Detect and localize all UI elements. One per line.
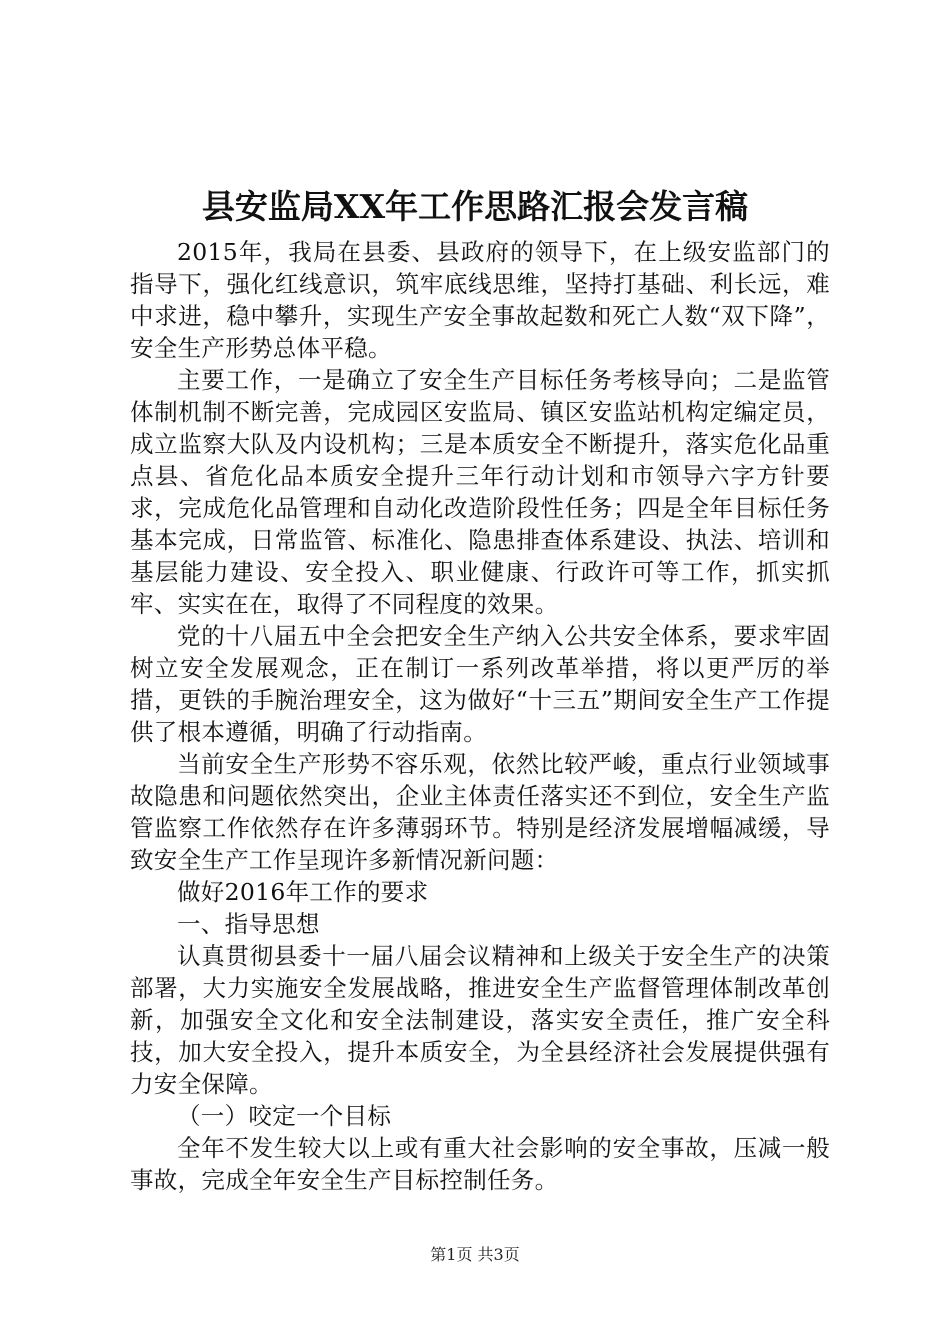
document-body [130, 236, 830, 1196]
page-number-footer: 第1页 共3页 [430, 1245, 520, 1264]
paragraph-fifth-plenum: 党的十八届五中全会把安全生产纳入公共安全体系，要求牢固树立安全发展观念，正在制订一系列改革举措，将以更严厉的举措，更铁的手腕治理安全，这为做好“十三五”期间安全生产工作提供了根本遵循，明确了行动指南。 [130, 622, 830, 746]
paragraph-one-target: 全年不发生较大以上或有重大社会影响的安全事故，压减一般事故，完成全年安全生产目标控制任务。 [130, 1134, 830, 1194]
paragraph-guiding-ideology: 认真贯彻县委十一届八届会议精神和上级关于安全生产的决策部署，大力实施安全发展战略，推进安全生产监督管理体制改革创新，加强安全文化和安全法制建设，落实安全责任，推广安全科技，加大安全投入，提升本质安全，为全县经济社会发展提供强有力安全保障。 [130, 942, 830, 1098]
heading-2016-requirements: 做好2016年工作的要求 [177, 878, 429, 906]
paragraph-main-work: 主要工作，一是确立了安全生产目标任务考核导向；二是监管体制机制不断完善，完成园区安监局、镇区安监站机构定编定员，成立监察大队及内设机构；三是本质安全不断提升，落实危化品重点县、省危化品本质安全提升三年行动计划和市领导六字方针要求，完成危化品管理和自动化改造阶段性任务；四是全年目标任务基本完成，日常监管、标准化、隐患排查体系建设、执法、培训和基层能力建设、安全投入、职业健康、行政许可等工作，抓实抓牢、实实在在，取得了不同程度的效果。 [130, 366, 830, 618]
paragraph-2015-summary: 2015年，我局在县委、县政府的领导下，在上级安监部门的指导下，强化红线意识，筑牢底线思维，坚持打基础、利长远，难中求进，稳中攀升，实现生产安全事故起数和死亡人数“双下降”，安全生产形势总体平稳。 [130, 238, 830, 362]
document-title: 县安监局XX年工作思路汇报会发言稿 [201, 187, 749, 226]
heading-one-target: （一）咬定一个目标 [177, 1102, 392, 1130]
heading-guiding-ideology: 一、指导思想 [177, 910, 320, 938]
paragraph-current-situation: 当前安全生产形势不容乐观，依然比较严峻，重点行业领域事故隐患和问题依然突出，企业主体责任落实还不到位，安全生产监管监察工作依然存在许多薄弱环节。特别是经济发展增幅减缓，导致安全生产工作呈现许多新情况新问题： [130, 750, 830, 874]
